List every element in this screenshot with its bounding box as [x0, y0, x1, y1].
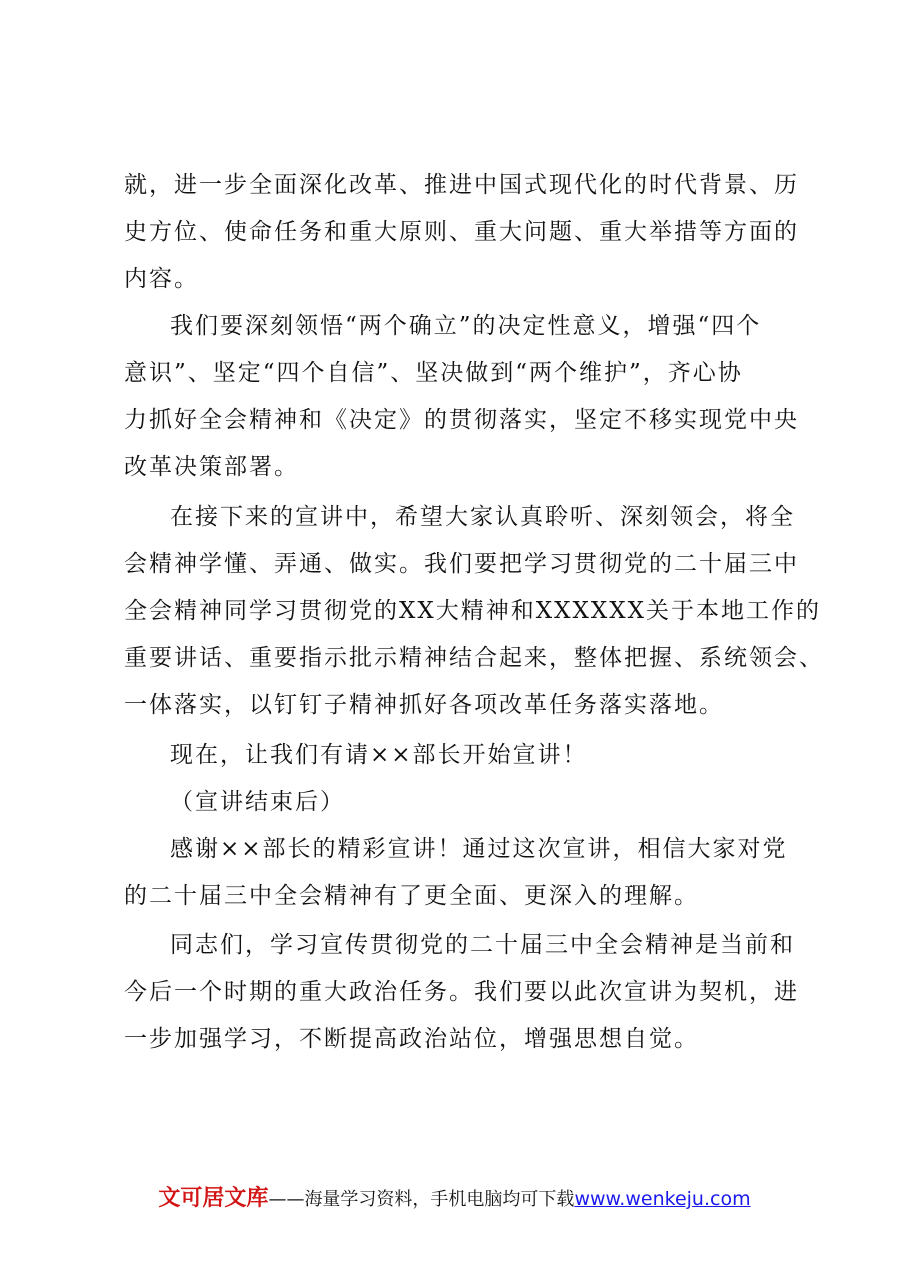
text-line: 会精神学懂、弄通、做实。我们要把学习贯彻党的二十届三中	[124, 551, 799, 577]
text-line: 重要讲话、重要指示批示精神结合起来，整体把握、系统领会、	[124, 645, 824, 671]
text-line: 今后一个时期的重大政治任务。我们要以此次宣讲为契机，进	[124, 979, 799, 1005]
text-line: 就，进一步全面深化改革、推进中国式现代化的时代背景、历	[124, 172, 799, 198]
text-line: 全会精神同学习贯彻党的XX大精神和XXXXXX关于本地工作的	[124, 598, 821, 624]
footer-link[interactable]: www.wenkeju.com	[574, 1188, 751, 1210]
text-line: 意识”、坚定“四个自信”、坚决做到“两个维护”，齐心协	[124, 360, 743, 386]
text-line: 改革决策部署。	[124, 454, 299, 480]
text-line: 的二十届三中全会精神有了更全面、更深入的理解。	[124, 883, 699, 909]
text-line: 感谢××部长的精彩宣讲！通过这次宣讲，相信大家对党	[170, 836, 788, 862]
text-line: 现在，让我们有请××部长开始宣讲！	[170, 742, 588, 768]
text-line: 一体落实，以钉钉子精神抓好各项改革任务落实落地。	[124, 692, 724, 718]
footer-banner	[0, 1181, 909, 1212]
text-line: 在接下来的宣讲中，希望大家认真聆听、深刻领会，将全	[170, 504, 795, 530]
text-line: 力抓好全会精神和《决定》的贯彻落实，坚定不移实现党中央	[124, 407, 799, 433]
text-line: （宣讲结束后）	[170, 789, 345, 815]
text-line: 内容。	[124, 266, 199, 292]
text-line: 我们要深刻领悟“两个确立”的决定性意义，增强“四个	[170, 313, 762, 339]
text-line: 史方位、使命任务和重大原则、重大问题、重大举措等方面的	[124, 219, 799, 245]
footer-slogan: ——海量学习资料，手机电脑均可下载	[268, 1189, 575, 1210]
text-line: 一步加强学习，不断提高政治站位，增强思想自觉。	[124, 1026, 699, 1052]
footer-brand: 文可居文库	[158, 1186, 269, 1211]
text-line: 同志们，学习宣传贯彻党的二十届三中全会精神是当前和	[170, 932, 795, 958]
